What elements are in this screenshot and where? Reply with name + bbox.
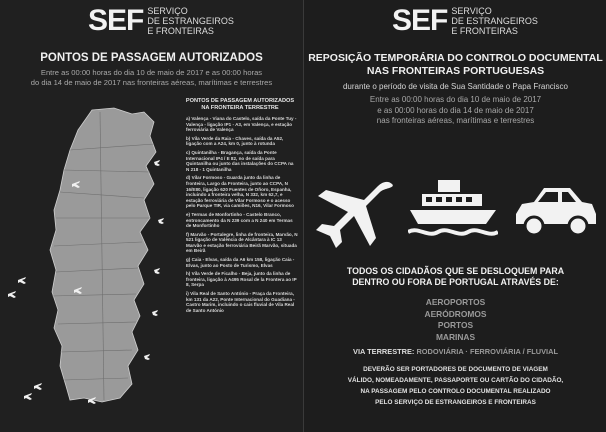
portugal-shape (50, 108, 156, 402)
mode-item: AERÓDROMOS (424, 308, 487, 319)
org-line: E FRONTEIRAS (451, 26, 518, 36)
subtitle: durante o período de visita de Sua Santidade o Papa Francisco (342, 82, 569, 91)
title-line: NAS FRONTEIRAS PORTUGUESAS (366, 65, 545, 77)
citizens-heading (304, 266, 606, 288)
org-name (147, 6, 234, 36)
logo-mark: SEF (392, 4, 448, 37)
date-range (334, 95, 577, 127)
date-line: do dia 14 de maio de 2017 nas fronteiras aéreas, marítimas e terrestres (30, 78, 273, 87)
document-notice (310, 364, 601, 408)
list-item: c) Quintanilha - Bragança, saída da Ponte Internacional IP4 / E 82, no de saída para Quintanilha ou junto das instalações do CCPA na N 218 - 1 Quintanilha (186, 149, 294, 172)
org-line: DE ESTRANGEIROS (147, 16, 234, 26)
org-line: E FRONTEIRAS (147, 26, 214, 36)
date-range (6, 68, 297, 88)
entry-modes-list (304, 297, 606, 343)
border-points-list (186, 116, 298, 316)
list-item: i) Vila Real de Santo António - Praça da Fronteira, km 131 da A22, Ponte Internacional do Guadiana - Castro Marim, incluindo o cais fluvial de Vila Real de Santo António (186, 291, 295, 313)
list-item: f) Marvão - Portalegre, linha de fronteira, Marvão, N 521 ligação de Valência de Alcântara à IC 13 Marvão e estação ferroviária Beirã Marvão, situada em Beirã (186, 231, 298, 254)
list-item: a) Valença - Viana do Castelo, saída da Ponte Tuy - Valença - ligação IP1 - A3, em Valença, e estação ferroviária de Valença (186, 116, 297, 133)
list-item: g) Caia - Elvas, saída da A6 km 158, ligação Caia - Elvas, junto ao Posto de Turismo, Elvas (186, 257, 295, 268)
notice-line: NA PASSAGEM PELO CONTROLO DOCUMENTAL REALIZADO (360, 388, 551, 395)
heading-line: DENTRO OU FORA DE PORTUGAL ATRAVÉS DE: (352, 277, 559, 287)
portugal-map (4, 100, 184, 430)
logo-mark: SEF (88, 4, 144, 37)
sef-logo (88, 6, 234, 36)
car-icon (512, 178, 598, 238)
land-route-values: RODOVIÁRIA · FERROVIÁRIA / FLUVIAL (416, 347, 558, 356)
sef-logo (392, 6, 538, 36)
heading-line: TODOS OS CIDADÃOS QUE SE DESLOQUEM PARA (346, 266, 565, 276)
org-line: SERVIÇO (147, 6, 188, 16)
ship-icon (408, 178, 498, 244)
transport-icons (314, 178, 597, 248)
mode-item: AEROPORTOS (425, 297, 486, 307)
list-item: b) Vila Verde da Raia - Chaves, saída da A52, ligação com a A24, km 0, junto à rotunda (186, 135, 284, 147)
land-route-label: VIA TERRESTRE: (353, 347, 415, 356)
map-svg (4, 100, 184, 430)
mode-item: MARINAS (435, 331, 476, 342)
airplane-icon (314, 178, 396, 248)
notice-line: VÁLIDO, NOMEADAMENTE, PASSAPORTE OU CARTÃO DO CIDADÃO, (347, 377, 564, 384)
main-title (304, 52, 606, 78)
page-title: PONTOS DE PASSAGEM AUTORIZADOS (40, 52, 263, 64)
list-item: h) Vila Verde de Ficalho - Beja, junto da linha de fronteira, ligação à A495 Rosal de la Frontera ao IP 8, Serpa (186, 271, 297, 288)
right-panel (303, 0, 606, 432)
land-route-line (304, 347, 606, 356)
list-item: e) Termas de Monfortinho - Castelo Branco, entroncamento da N 239 com a N 240 em Termas de Monfortinho (186, 211, 293, 229)
notice-line: DEVERÃO SER PORTADORES DE DOCUMENTO DE VIAGEM (363, 366, 548, 373)
list-item: d) Vilar Formoso - Guarda junto da linha de fronteira, Largo da Fronteira, junto ao CCPA, N 16/E80, ligação 620 Fuentes de Oñoro, Espanha, incluindo a fronteira velha, N 332, km 62,7, e estação ferroviária de Vilar Formoso e o acesso pelo Parque TIR, via camiões, N16, Vilar Formoso (186, 175, 294, 209)
org-line: DE ESTRANGEIROS (451, 16, 538, 26)
org-name (451, 6, 538, 36)
date-line: nas fronteiras aéreas, marítimas e terrestres (376, 116, 535, 125)
date-line: e as 00:00 horas do dia 14 de maio de 2017 (377, 105, 534, 115)
list-title: PONTOS DE PASSAGEM AUTORIZADOS NA FRONTEIRA TERRESTRE (185, 98, 295, 111)
org-line: SERVIÇO (451, 6, 492, 16)
notice-line: PELO SERVIÇO DE ESTRANGEIROS E FRONTEIRAS (375, 399, 536, 406)
date-line: Entre as 00:00 horas do dia 10 de maio de 2017 e as 00:00 horas (40, 68, 263, 77)
mode-item: PORTOS (437, 320, 474, 330)
title-line: REPOSIÇÃO TEMPORÁRIA DO CONTROLO DOCUMENTAL (308, 52, 603, 64)
date-line: Entre as 00:00 horas do dia 10 de maio de 2017 (369, 95, 542, 104)
